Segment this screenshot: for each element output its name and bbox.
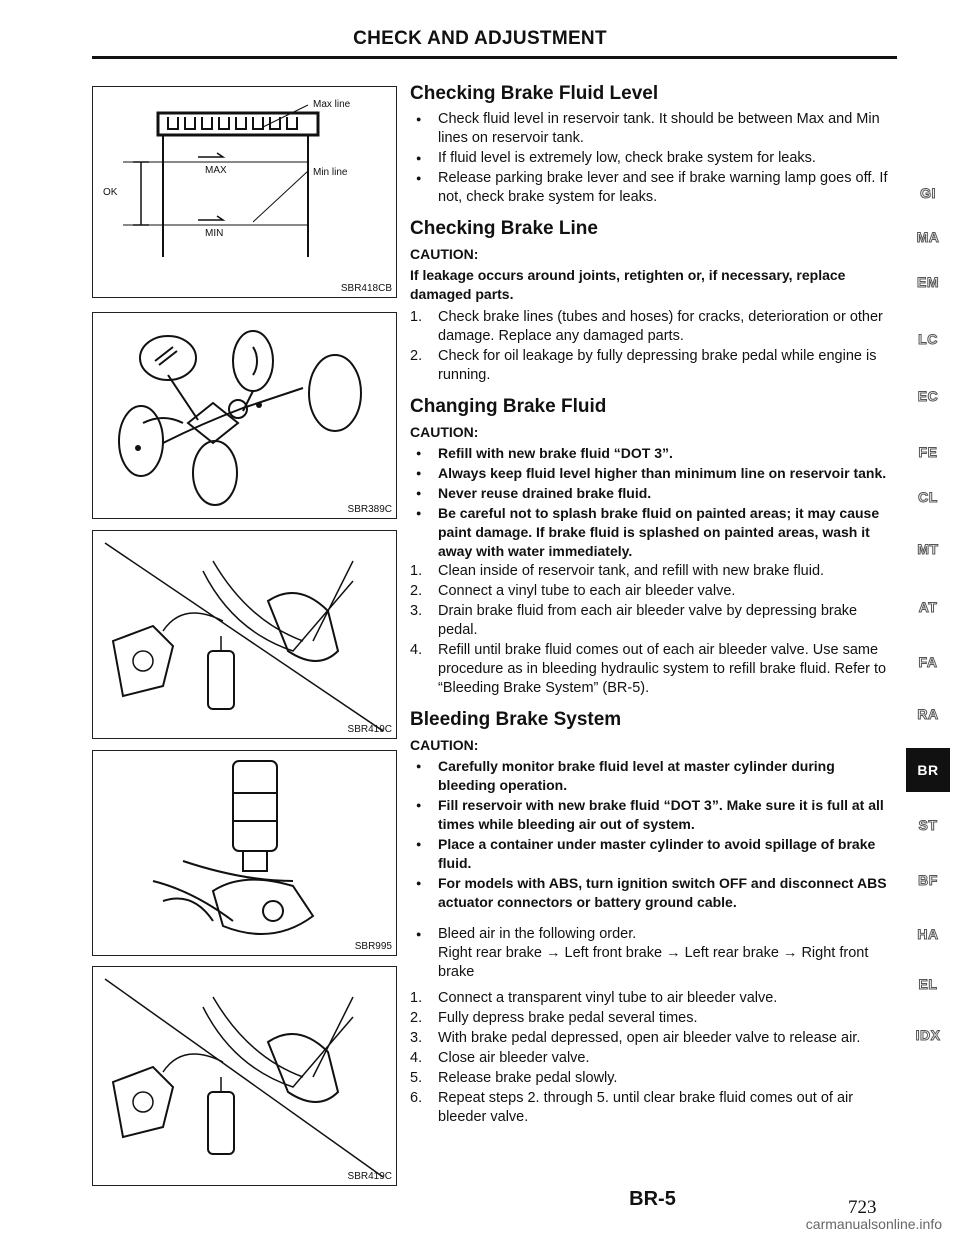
tab-lc[interactable]: LC [918, 331, 938, 347]
tab-bf[interactable]: BF [918, 872, 938, 888]
page-title: CHECK AND ADJUSTMENT [353, 28, 607, 49]
min-line-label: Min line [313, 167, 348, 178]
numbered-list [410, 308, 895, 385]
caution-label: CAUTION: [410, 246, 479, 262]
list-item: ● Check fluid level in reservoir tank. It should be between Max and Min lines on reservoir tank. [410, 110, 895, 148]
list-item: ● Place a container under master cylinder to avoid spillage of brake fluid. [410, 835, 895, 873]
list-item: ● If fluid level is extremely low, check brake system for leaks. [410, 149, 895, 168]
list-item: ● Always keep fluid level higher than minimum line on reservoir tank. [410, 464, 895, 483]
list-item: 2. Connect a vinyl tube to each air bleeder valve. [410, 583, 736, 599]
caution-list [410, 757, 895, 912]
list-item: ● Fill reservoir with new brake fluid “DOT 3”. Make sure it is full at all times while bleeding air out of system. [410, 796, 895, 834]
list-item: 3. With brake pedal depressed, open air bleeder valve to release air. [410, 1030, 861, 1046]
tab-st[interactable]: ST [918, 817, 938, 833]
tab-ha[interactable]: HA [917, 926, 939, 942]
figure-code: SBR419C [347, 724, 392, 735]
section-heading: Changing Brake Fluid [410, 396, 607, 417]
list-item: 1. Connect a transparent vinyl tube to air bleeder valve. [410, 990, 778, 1006]
list-item: 1. Clean inside of reservoir tank, and refill with new brake fluid. [410, 563, 825, 579]
list-item: ● For models with ABS, turn ignition switch OFF and disconnect ABS actuator connectors or battery ground cable. [410, 874, 895, 912]
min-mark-label: MIN [205, 228, 224, 239]
section-bleeding [410, 710, 895, 1127]
figure-reservoir-level [92, 86, 397, 298]
caution-label: CAUTION: [410, 424, 479, 440]
bleed-order: Right rear brake → Left front brake → Left rear brake → Right front brake [438, 945, 869, 980]
figure-caliper-drain [92, 530, 397, 739]
tab-fa[interactable]: FA [918, 654, 938, 670]
list-item: 2. Fully depress brake pedal several times. [410, 1010, 698, 1026]
page-code: BR-5 [629, 1188, 676, 1210]
section-brake-line [410, 219, 895, 385]
section-heading: Checking Brake Line [410, 218, 598, 239]
figure-brake-lines [92, 312, 397, 519]
figure-code: SBR389C [347, 504, 392, 515]
max-line-label: Max line [313, 99, 351, 110]
list-item: ● Carefully monitor brake fluid level at master cylinder during bleeding operation. [410, 757, 895, 795]
list-item: ● Bleed air in the following order. Right rear brake → Left front brake → Left rear brake → Right front brake [410, 925, 895, 982]
caution-label: CAUTION: [410, 737, 479, 753]
list-item: 6. Repeat steps 2. through 5. until clear brake fluid comes out of air bleeder valve. [410, 1090, 854, 1125]
main-content [410, 84, 895, 1139]
caution-text: If leakage occurs around joints, retighten or, if necessary, replace damaged parts. [410, 267, 846, 302]
caution-list [410, 444, 895, 561]
list-item: ● Refill with new brake fluid “DOT 3”. [410, 444, 895, 463]
figure-code: SBR995 [354, 941, 392, 952]
tab-em[interactable]: EM [917, 274, 939, 290]
max-mark-label: MAX [205, 165, 227, 176]
section-heading: Checking Brake Fluid Level [410, 83, 659, 104]
list-item: 5. Release brake pedal slowly. [410, 1070, 618, 1086]
tab-idx[interactable]: IDX [915, 1027, 941, 1043]
tab-ec[interactable]: EC [917, 388, 939, 404]
watermark-text: carmanualsonline.info [805, 1216, 942, 1232]
figure-master-cylinder [92, 750, 397, 956]
list-item: 1. Check brake lines (tubes and hoses) for cracks, deterioration or other damage. Replace any damaged parts. [410, 309, 883, 344]
tab-fe[interactable]: FE [918, 444, 938, 460]
brake-lines-drawing [93, 313, 396, 518]
list-item: 4. Close air bleeder valve. [410, 1050, 590, 1066]
numbered-list [410, 562, 895, 698]
section-fluid-level [410, 84, 895, 207]
ok-label: OK [103, 187, 118, 198]
bullet-list [410, 110, 895, 207]
tab-at[interactable]: AT [918, 599, 938, 615]
tab-gi[interactable]: GI [920, 185, 936, 201]
list-item: ● Be careful not to splash brake fluid on painted areas; it may cause paint damage. If brake fluid is splashed on painted areas, wash it away with water immediately. [410, 504, 895, 561]
list-item: 3. Drain brake fluid from each air bleeder valve by depressing brake pedal. [410, 603, 858, 638]
list-item: 4. Refill until brake fluid comes out of each air bleeder valve. Use same procedure as in bleeding hydraulic system to refill brake fluid. Refer to “Bleeding Brake System” (BR-5). [410, 642, 887, 696]
tab-mt[interactable]: MT [917, 541, 939, 557]
page-number: 723 [848, 1197, 877, 1218]
bullet-list [410, 925, 895, 982]
figure-caliper-bleed [92, 966, 397, 1186]
master-cylinder-drawing [93, 751, 396, 955]
figure-code: SBR418CB [340, 283, 392, 294]
caliper-drain-drawing [93, 531, 396, 738]
tab-ra[interactable]: RA [917, 706, 939, 722]
tab-cl[interactable]: CL [918, 489, 938, 505]
list-item: ● Never reuse drained brake fluid. [410, 484, 895, 503]
section-heading: Bleeding Brake System [410, 709, 622, 730]
header-rule [92, 56, 897, 59]
caliper-bleed-drawing [93, 967, 396, 1185]
tab-br[interactable]: BR [906, 748, 950, 792]
section-changing-fluid [410, 397, 895, 698]
list-item: 2. Check for oil leakage by fully depressing brake pedal while engine is running. [410, 348, 877, 383]
list-item: ● Release parking brake lever and see if brake warning lamp goes off. If not, check brake system for leaks. [410, 169, 895, 207]
figure-code: SBR419C [347, 1171, 392, 1182]
reservoir-level-drawing [93, 87, 396, 297]
tab-el[interactable]: EL [918, 976, 938, 992]
tab-ma[interactable]: MA [916, 229, 940, 245]
numbered-list [410, 989, 895, 1127]
